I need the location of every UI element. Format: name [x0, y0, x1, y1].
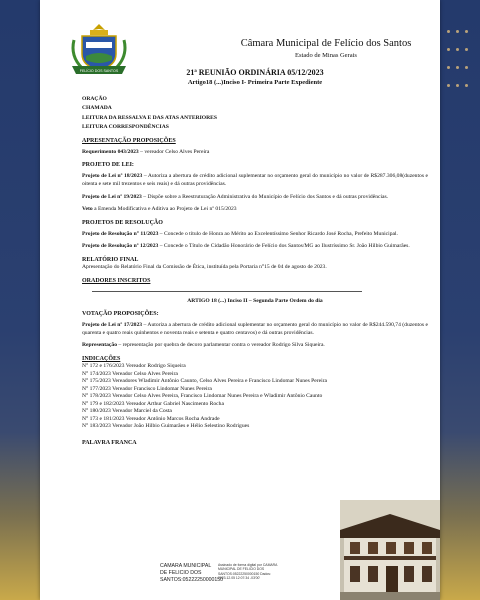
- council-name: Câmara Municipal de Felício dos Santos: [240, 38, 412, 49]
- decorative-dots: [444, 22, 474, 94]
- relatorio-text: Apresentação do Relatório Final da Comissão de Ética, instituída pela Portaria n°15 de 04 de agosto de 2023.: [82, 263, 327, 270]
- segunda-parte-title: ARTIGO 18 (...) Inciso II – Segunda Parte Ordem do dia: [187, 297, 323, 304]
- palavra-franca-heading: PALAVRA FRANCA: [82, 439, 137, 446]
- relatorio-heading: RELATÓRIO FINAL: [82, 256, 139, 263]
- indicacao-item: N° 173 e 181/2023 Vereador Antônio Marcos Rocha Andrade: [82, 415, 220, 422]
- projeto-resolucao-item: Projeto de Resolução n° 11/2023 – Concede o título de Honra ao Mérito ao Excelentíssimo Senhor Ricardo José Rocha, Prefeito Municipal.: [82, 230, 398, 237]
- votacao-item: Representação – representação por quebra de decoro parlamentar contra o vereador Rodrigo Silva Siqueira.: [82, 342, 325, 349]
- indicacao-item: N° 174/2023 Vereador Celso Alves Pereira: [82, 370, 178, 377]
- indicacao-item: N° 177/2023 Vereador Francisco Lindomar Nunes Pereira: [82, 385, 212, 392]
- indicacao-item: N° 183/2023 Vereador João Hilbio Guimarães e Hélio Selestino Rodrigues: [82, 423, 250, 430]
- projetos-resolucao-heading: PROJETOS DE RESOLUÇÃO: [82, 219, 163, 226]
- indicacoes-heading: INDICAÇÕES: [82, 355, 121, 362]
- digital-signature-block: [160, 563, 300, 593]
- crest-banner-text: FELÍCIO DOS SANTOS: [79, 69, 119, 73]
- indicacao-item: N° 179 e 182/2023 Vereador Arthur Gabriel Nascimento Rocha: [82, 400, 224, 407]
- meeting-title: 21ª REUNIÃO ORDINÁRIA 05/12/2023: [186, 68, 324, 77]
- expediente-item: ORAÇÃO: [82, 95, 107, 102]
- document-page: [40, 0, 440, 600]
- signer-name: CAMARA MUNICIPAL DE FELICIO DOS SANTOS:05222250000150: [160, 563, 224, 583]
- council-state: Estado de Minas Gerais: [295, 52, 357, 59]
- projeto-resolucao-item: Projeto de Resolução nº 12/2023 – Concede o Título de Cidadão Honorário de Felício dos Santos/MG ao Ilustríssimo Sr. João Hilbio Guimarães.: [82, 243, 410, 250]
- signature-details: Assinado de forma digital por CAMARA MUNICIPAL DE FELICIO DOS SANTOS:05222250000150 Dados: 2023.12.05 12:07:34 -03'00': [218, 563, 278, 580]
- projeto-lei-heading: PROJETO DE LEI:: [82, 162, 134, 169]
- projeto-lei-item: Projeto de Lei nº 18/2023 – Autoriza a abertura de crédito adicional suplementar no orçamento geral do município no valor de R$287.306,08(duzentos e oitenta e sete mil trezentos e seis reais) e dá outras providências.: [82, 173, 428, 188]
- indicacao-item: N° 180/2023 Vereador Marciel da Costa: [82, 408, 172, 415]
- votacao-item: Projeto de Lei nº 17/2023 – Autoriza a abertura de crédito adicional suplementar no orçamento geral do município no valor de R$244.590,74 (duzentos e quarenta e quatro reais quinhentos e noventa reais e setenta e quatro centavos) e dá outras providências.: [82, 322, 428, 336]
- section-divider: [92, 291, 362, 292]
- expediente-item: CHAMADA: [82, 105, 112, 112]
- apresentacao-heading: APRESENTAÇÃO PROPOSIÇÕES: [82, 137, 176, 144]
- expediente-item: LEITURA DA RESSALVA E DAS ATAS ANTERIORES: [82, 114, 218, 121]
- indicacao-item: N° 175/2023 Vereadores Wladimir Antônio Caunto, Celso Alves Pereira e Francisco Lindomar Nunes Pereira: [82, 378, 327, 385]
- oradores-heading: ORADORES INSCRITOS: [82, 277, 151, 284]
- meeting-subtitle: Artigo18 (...)Inciso I- Primeira Parte Expediente: [187, 78, 323, 86]
- indicacao-item: N° 172 e 176/2023 Vereador Rodrigo Siqueira: [82, 362, 186, 369]
- document-body: [79, 66, 428, 451]
- council-building-photo: [340, 500, 440, 600]
- projeto-lei-item: Veto a Emenda Modificativa e Aditiva ao Projeto de Lei nº 015/2023: [82, 206, 237, 213]
- expediente-item: LEITURA CORRESPONDÊNCIAS: [82, 124, 169, 131]
- indicacao-item: N° 178/2023 Vereador Celso Alves Pereira, Francisco Lindomar Nunes Pereira e Wladimir Antônio Caunto: [82, 393, 323, 400]
- projeto-lei-item: Projeto de Lei nº 19/2023 – Dispõe sobre a Reestruturação Administrativa do Município de Felício dos Santos e dá outras providências.: [82, 193, 389, 200]
- indicacoes-list: [82, 363, 342, 431]
- requerimento-paragraph: Requerimento 043/2023 – vereador Celso Alves Pereira: [82, 148, 210, 155]
- votacao-heading: VOTAÇÃO PROPOSIÇÕES:: [82, 311, 159, 318]
